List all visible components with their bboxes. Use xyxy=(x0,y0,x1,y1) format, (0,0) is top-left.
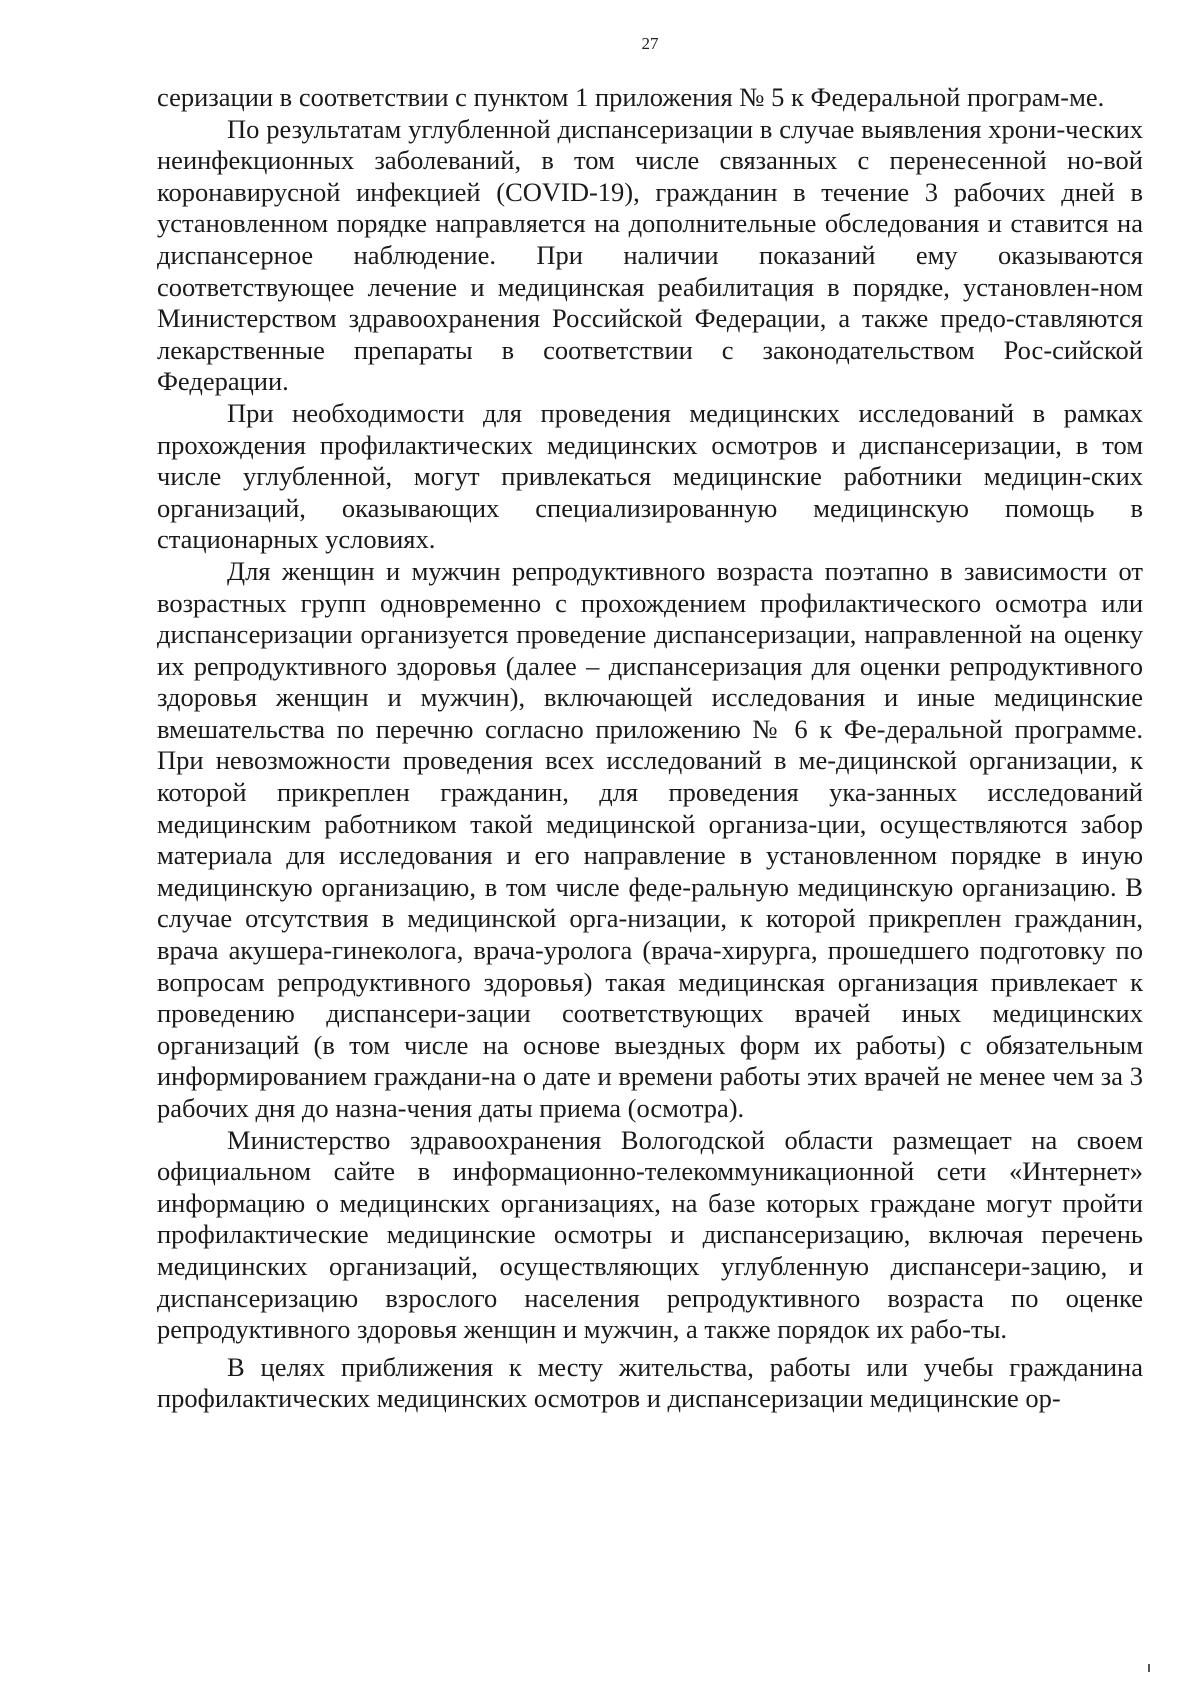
scan-speck xyxy=(1148,1664,1150,1672)
page-number: 27 xyxy=(641,34,659,53)
paragraph-proximity: В целях приближения к месту жительства, работы или учебы гражданина профилактических медицинских осмотров и диспансеризации медицинские ор- xyxy=(157,1351,1143,1414)
paragraph-ministry-website: Министерство здравоохранения Вологодской области размещает на своем официальном сайте в информационно-телекоммуникационной сети «Интернет» информацию о медицинских организациях, на базе которых граждане могут пройти профилактические медицинские осмотры и диспансеризацию, включая перечень медицинских организаций, осуществляющих углубленную диспансери-зацию, и диспансеризацию взрослого населения репродуктивного возраста по оценке репродуктивного здоровья женщин и мужчин, а также порядок их рабо-ты. xyxy=(157,1124,1143,1345)
paragraph-specialists: При необходимости для проведения медицинских исследований в рамках прохождения профилактических медицинских осмотров и диспансеризации, в том числе углубленной, могут привлекаться медицинские работники медицин-ских организаций, оказывающих специализированную медицинскую помощь в стационарных условиях. xyxy=(157,397,1143,555)
paragraph-continuation: серизации в соответствии с пунктом 1 приложения № 5 к Федеральной програм-ме. xyxy=(157,82,1105,112)
paragraph-deep-dispensary: По результатам углубленной диспансеризации в случае выявления хрони-ческих неинфекционных заболеваний, в том числе связанных с перенесенной но-вой коронавирусной инфекцией (COVID-19), гражданин в течение 3 рабочих дней в установленном порядке направляется на дополнительные обследования и ставится на диспансерное наблюдение. При наличии показаний ему оказываются соответствующее лечение и медицинская реабилитация в порядке, установлен-ном Министерством здравоохранения Российской Федерации, а также предо-ставляются лекарственные препараты в соответствии с законодательством Рос-сийской Федерации. xyxy=(157,113,1143,397)
document-body xyxy=(157,82,1143,1415)
paragraph-reproductive-health: Для женщин и мужчин репродуктивного возраста поэтапно в зависимости от возрастных групп одновременно с прохождением профилактического осмотра или диспансеризации организуется проведение диспансеризации, направленной на оценку их репродуктивного здоровья (далее – диспансеризация для оценки репродуктивного здоровья женщин и мужчин), включающей исследования и иные медицинские вмешательства по перечню согласно приложению № 6 к Фе-деральной программе. При невозможности проведения всех исследований в ме-дицинской организации, к которой прикреплен гражданин, для проведения ука-занных исследований медицинским работником такой медицинской организа-ции, осуществляются забор материала для исследования и его направление в установленном порядке в иную медицинскую организацию, в том числе феде-ральную медицинскую организацию. В случае отсутствия в медицинской орга-низации, к которой прикреплен гражданин, врача акушера-гинеколога, врача-уролога (врача-хирурга, прошедшего подготовку по вопросам репродуктивного здоровья) такая медицинская организация привлекает к проведению диспансери-зации соответствующих врачей иных медицинских организаций (в том числе на основе выездных форм их работы) с обязательным информированием граждани-на о дате и времени работы этих врачей не менее чем за 3 рабочих дня до назна-чения даты приема (осмотра). xyxy=(157,555,1143,1123)
